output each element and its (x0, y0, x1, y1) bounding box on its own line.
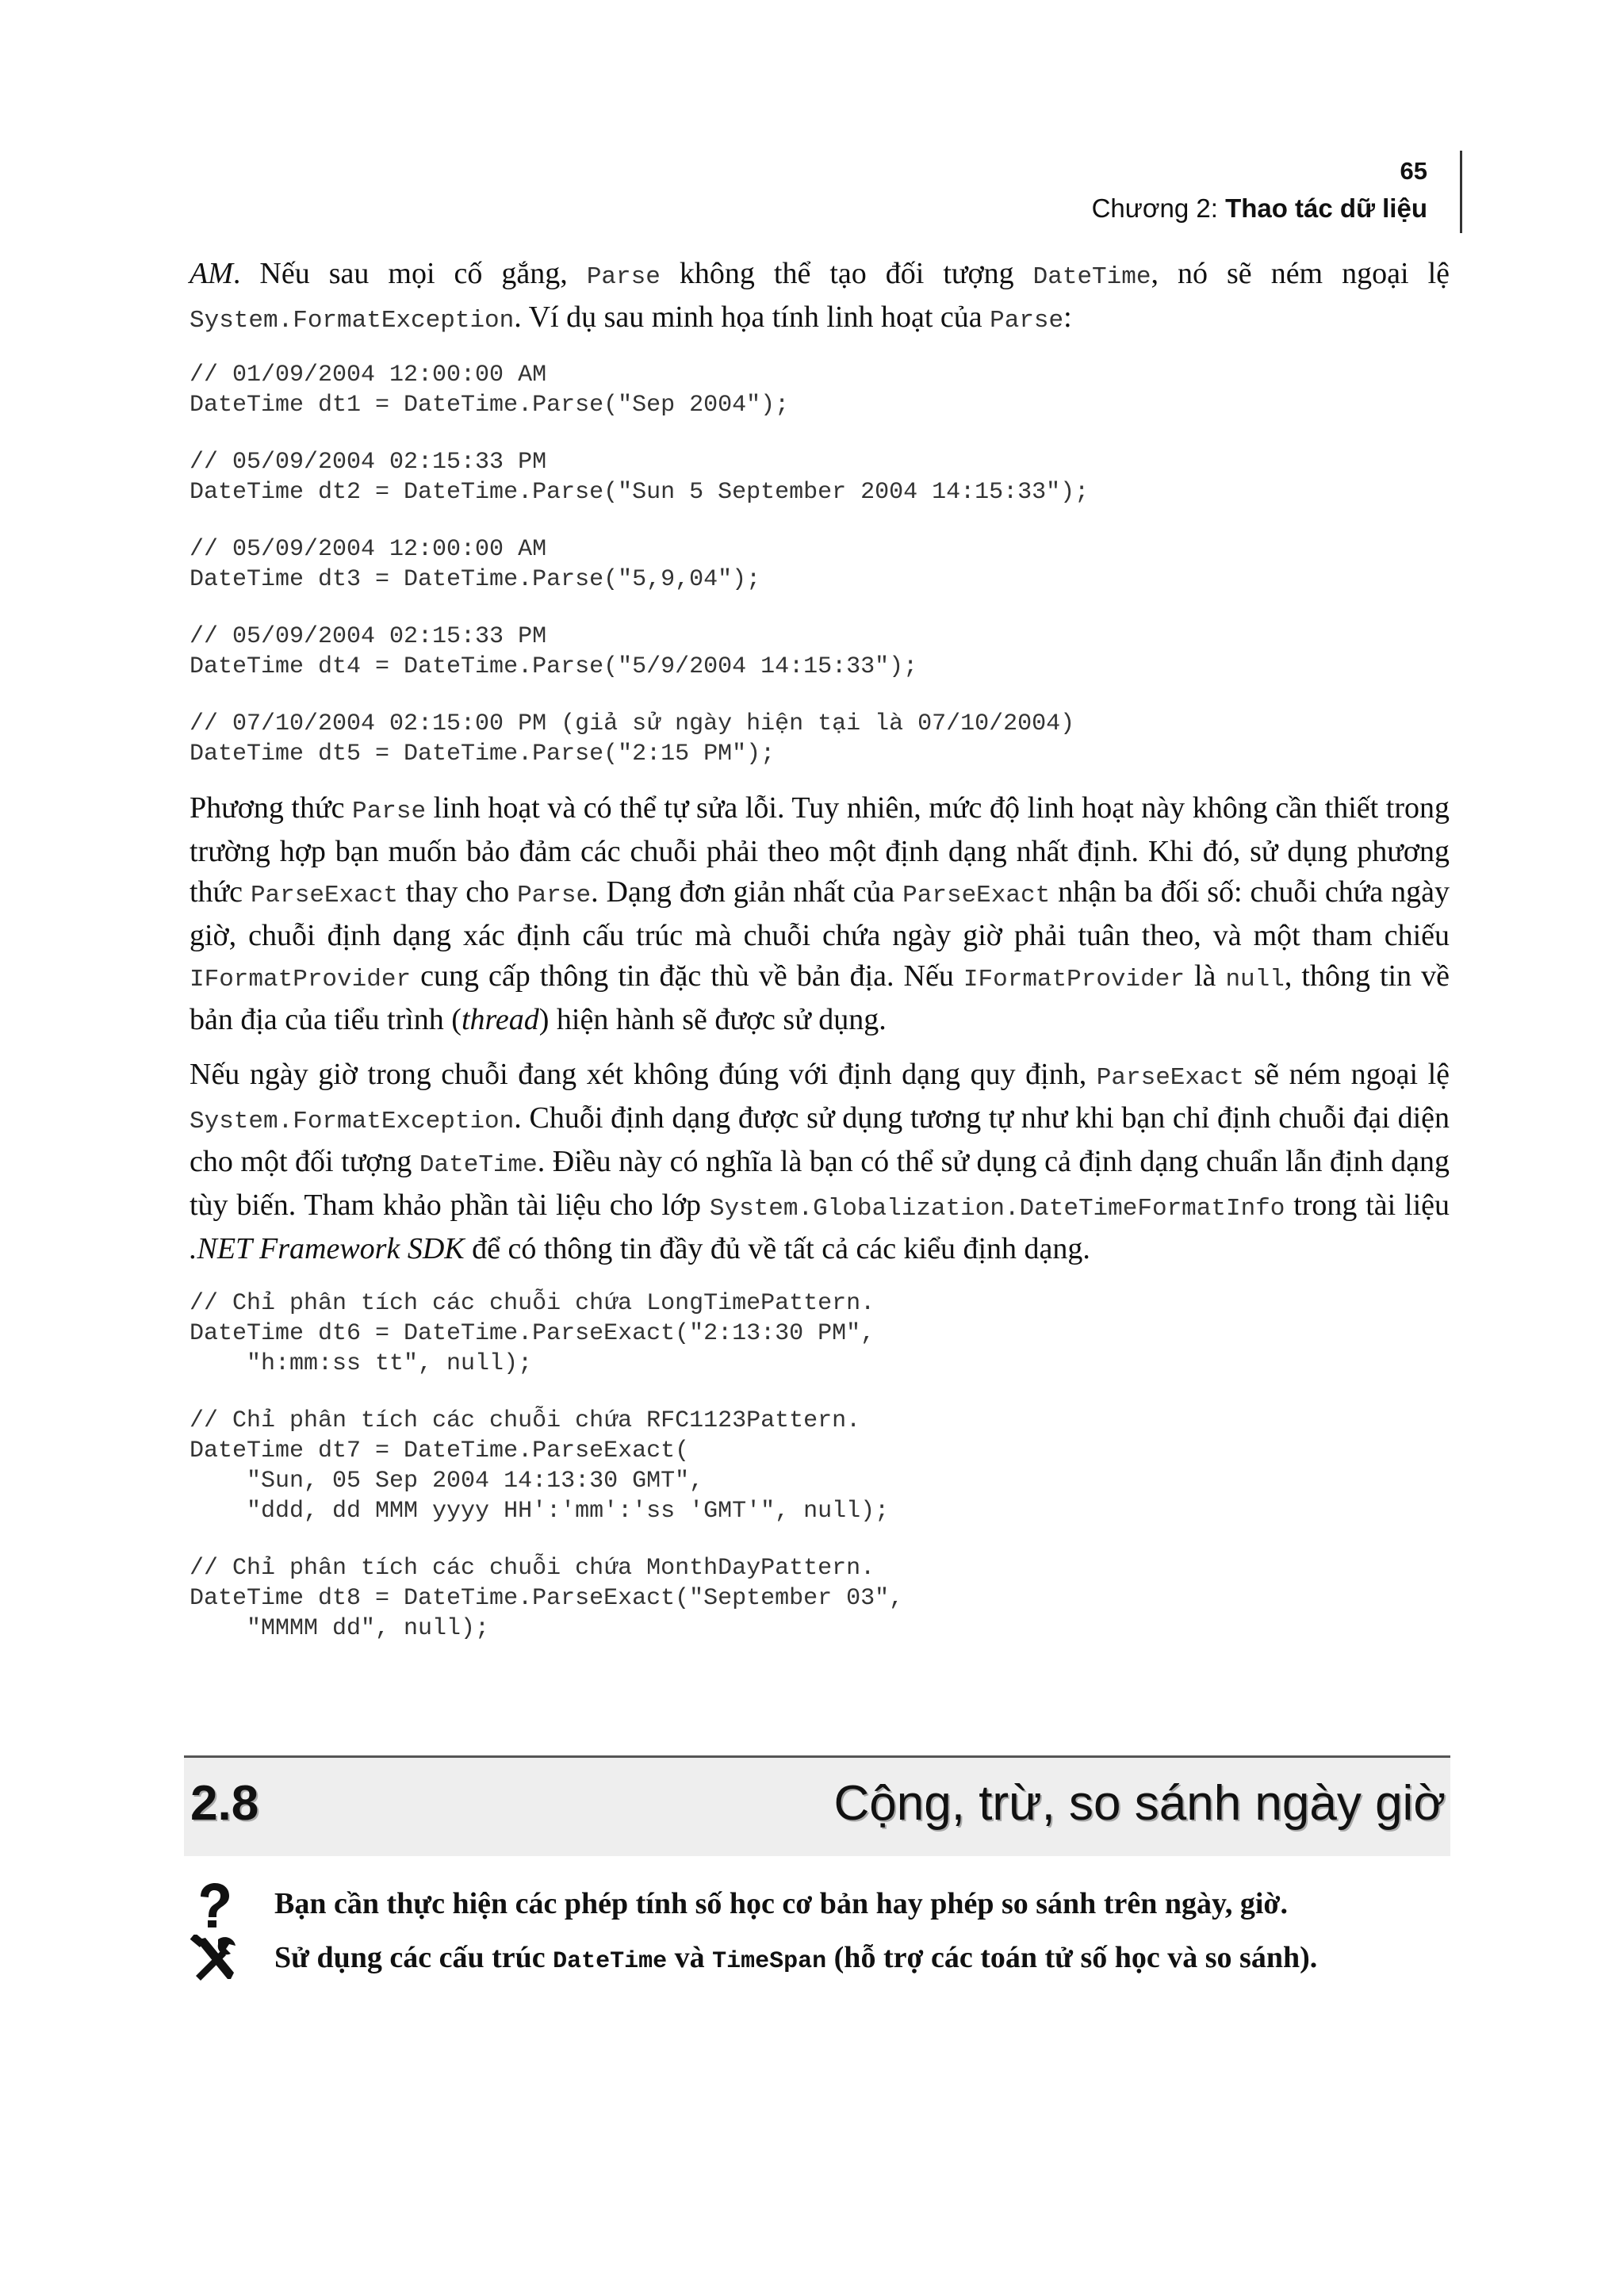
problem-line (190, 1881, 1458, 1928)
section-number: 2.8 (190, 1776, 259, 1831)
text-run: nhận ba đối số: chuỗi chứa ngày giờ, chuỗi định dạng xác định cấu trúc mà chuỗi chứa ngày giờ phải tuân theo, và một tham chiếu (190, 875, 1450, 952)
code-sample: // 07/10/2004 02:15:00 PM (giả sử ngày hiện tại là 07/10/2004) DateTime dt5 = DateTime.Parse("2:15 PM"); (190, 710, 1075, 768)
text-run: . Điều này có nghĩa là bạn có thể sử dụng cả định dạng chuẩn lẫn định dạng tùy biến. Tham khảo phần tài liệu cho lớp (190, 1145, 1450, 1222)
code-sample: // 05/09/2004 12:00:00 AM DateTime dt3 = DateTime.Parse("5,9,04"); (190, 536, 761, 593)
section-banner (184, 1755, 1450, 1856)
text-run: để có thông tin đầy đủ về tất cả các kiểu định dạng. (464, 1232, 1090, 1265)
inline-code: ParseExact (1096, 1064, 1244, 1092)
problem-text: Bạn cần thực hiện các phép tính số học cơ bản hay phép so sánh trên ngày, giờ. (274, 1887, 1288, 1920)
text-run: cung cấp thông tin đặc thù về bản địa. Nếu (411, 959, 963, 993)
text-run: Nếu ngày giờ trong chuỗi đang xét không đúng với định dạng quy định, (190, 1058, 1097, 1091)
chapter-prefix: Chương 2: (1091, 193, 1226, 223)
page-body (190, 254, 1450, 1644)
text-run: , thông tin về bản địa của tiểu trình ( (190, 959, 1450, 1036)
text-run: . Dạng đơn giản nhất của (591, 875, 903, 909)
text-run: : (1063, 301, 1072, 334)
code-sample: // 05/09/2004 02:15:33 PM DateTime dt2 = DateTime.Parse("Sun 5 September 2004 14:15:33"); (190, 449, 1090, 506)
inline-code: System.FormatException (190, 1108, 515, 1135)
inline-code: TimeSpan (712, 1948, 827, 1975)
question-icon (190, 1881, 245, 1928)
text-run: (hỗ trợ các toán tử số học và so sánh). (826, 1941, 1318, 1974)
intro-paragraph (190, 254, 1450, 341)
parseexact-paragraph (190, 788, 1450, 1040)
text-run: . Chuỗi định dạng được sử dụng tương tự như khi bạn chỉ định chuỗi đại diện cho một đối tượng (190, 1101, 1450, 1178)
code-sample: // Chỉ phân tích các chuỗi chứa MonthDayPattern. DateTime dt8 = DateTime.ParseExact("September 03", "MMMM dd", null); (190, 1555, 904, 1642)
inline-code: IFormatProvider (963, 966, 1185, 993)
inline-code: DateTime (553, 1948, 668, 1975)
inline-code: System.FormatException (190, 307, 515, 335)
inline-code: Parse (990, 307, 1064, 335)
solution-text (274, 1938, 1317, 1981)
code-sample: // Chỉ phân tích các chuỗi chứa RFC1123Pattern. DateTime dt7 = DateTime.ParseExact( "Sun, 05 Sep 2004 14:13:30 GMT", "ddd, dd MMM yyyy HH':'mm':'ss 'GMT'", null); (190, 1407, 890, 1525)
text-run: Phương thức (190, 791, 353, 825)
text-run: , nó sẽ ném ngoại lệ (1151, 257, 1450, 290)
code-sample: // 05/09/2004 02:15:33 PM DateTime dt4 = DateTime.Parse("5/9/2004 14:15:33"); (190, 623, 918, 680)
section-title: Cộng, trừ, so sánh ngày giờ (833, 1776, 1446, 1831)
header-rule (1460, 151, 1462, 233)
inline-code: IFormatProvider (190, 966, 412, 993)
inline-code: Parse (586, 263, 661, 291)
text-run: sẽ ném ngoại lệ (1243, 1058, 1450, 1091)
text-run: không thể tạo đối tượng (660, 257, 1033, 290)
italic-term: .NET Framework SDK (190, 1232, 465, 1265)
running-header (1092, 155, 1445, 227)
text-run: linh hoạt và có thể tự sửa lỗi. Tuy nhiên, mức độ linh hoạt này không cần thiết trong trường hợp bạn muốn bảo đảm các chuỗi phải theo một định dạng nhất định. Khi đó, sử dụng phương thức (190, 791, 1450, 909)
italic-term: thread (461, 1003, 539, 1036)
inline-code: null (1225, 966, 1285, 993)
inline-code: System.Globalization.DateTimeFormatInfo (709, 1195, 1285, 1223)
text-run: là (1184, 959, 1226, 993)
code-sample: // Chỉ phân tích các chuỗi chứa LongTimePattern. DateTime dt6 = DateTime.ParseExact("2:13:30 PM", "h:mm:ss tt", null); (190, 1290, 875, 1377)
inline-code: ParseExact (902, 882, 1051, 909)
solution-line (190, 1935, 1458, 1982)
chapter-line (1092, 190, 1427, 227)
inline-code: Parse (352, 798, 427, 825)
text-run: Sử dụng các cấu trúc (274, 1941, 553, 1974)
text-run: trong tài liệu (1285, 1189, 1450, 1222)
inline-code: ParseExact (250, 882, 398, 909)
chapter-title: Thao tác dữ liệu (1225, 193, 1427, 223)
text-run: thay cho (397, 875, 518, 909)
text-run: . Ví dụ sau minh họa tính linh hoạt của (514, 301, 990, 334)
code-sample: // 01/09/2004 12:00:00 AM DateTime dt1 = DateTime.Parse("Sep 2004"); (190, 362, 790, 419)
text-run: ) hiện hành sẽ được sử dụng. (538, 1003, 887, 1036)
inline-code: Parse (517, 882, 592, 909)
text-run: và (667, 1941, 713, 1974)
tools-icon (190, 1935, 245, 1982)
page-number: 65 (1400, 157, 1427, 185)
format-paragraph (190, 1055, 1450, 1269)
inline-code: DateTime (419, 1151, 538, 1179)
am-text: AM (190, 257, 233, 290)
text-run: . Nếu sau mọi cố gắng, (232, 257, 587, 290)
inline-code: DateTime (1032, 263, 1151, 291)
